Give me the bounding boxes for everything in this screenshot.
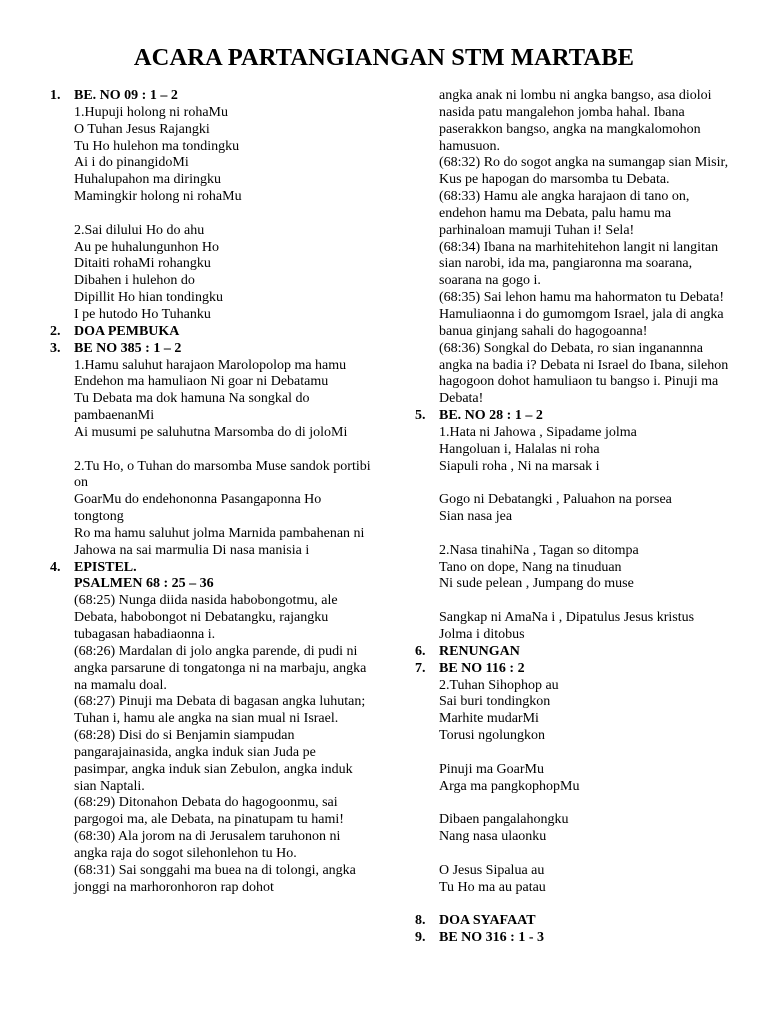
item-heading: BE NO 385 : 1 – 2 (74, 340, 182, 356)
verse-line: Ro ma hamu saluhut jolma Marnida pambahenan ni (74, 525, 365, 541)
scripture-paragraph: (68:33) Hamu ale angka harajaon di tano on, endehon hamu ma Debata, palu hamu ma parhinaloan mamuji Tuhan i! Sela! (439, 189, 690, 238)
scripture-paragraph: (68:32) Ro do sogot angka na sumangap sian Misir, Kus pe hapogan do marsomba tu Debata. (439, 155, 729, 188)
item-heading: RENUNGAN (439, 643, 520, 659)
verse-line: Tu Ho ma au patau (439, 879, 546, 895)
spacer (439, 475, 735, 492)
scripture-reference: PSALMEN 68 : 25 – 36 (74, 576, 214, 592)
item-number: 4. (50, 559, 61, 575)
scripture-paragraph: (68:29) Ditonahon Debata do hagogoonmu, sai pargogoi ma, ale Debata, na pinatupam tu hami! (74, 795, 344, 828)
spacer (74, 442, 372, 459)
verse-line: Nang nasa ulaonku (439, 829, 547, 845)
verse-line: 1.Hamu saluhut harajaon Marolopolop ma hamu (74, 357, 347, 373)
verse-line: Tu Ho hulehon ma tondingku (74, 138, 240, 154)
verse-line: Torusi ngolungkon (439, 728, 545, 744)
spacer (439, 897, 735, 914)
item-number: 2. (50, 323, 61, 339)
verse-line: Jahowa na sai marmulia Di nasa manisia i (74, 542, 310, 558)
agenda-item-1 (50, 88, 372, 324)
verse-line: 2.Nasa tinahiNa , Tagan so ditompa (439, 542, 639, 558)
spacer (439, 745, 735, 762)
verse-line: Ni sude pelean , Jumpang do muse (439, 576, 634, 592)
agenda-item-5 (415, 408, 735, 644)
agenda-item-2 (50, 324, 372, 341)
verse-line: Dipillit Ho hian tondingku (74, 290, 223, 306)
verse-line: Marhite mudarMi (439, 711, 539, 727)
verse-line: Siapuli roha , Ni na marsak i (439, 458, 600, 474)
agenda-item-9 (415, 930, 735, 947)
verse-line: Dibaen pangalahongku (439, 812, 569, 828)
agenda-item-8 (415, 913, 735, 930)
verse-line: Gogo ni Debatangki , Paluahon na porsea (439, 492, 672, 508)
item-number: 5. (415, 408, 426, 424)
verse-line: I pe hutodo Ho Tuhanku (74, 306, 211, 322)
scripture-paragraph: (68:27) Pinuji ma Debata di bagasan angka luhutan; Tuhan i, hamu ale angka na sian mual ni Israel. (74, 694, 366, 727)
verse-line: Endehon ma hamuliaon Ni goar ni Debatamu (74, 374, 329, 390)
item-number: 8. (415, 913, 426, 929)
item-heading: EPISTEL. (74, 559, 137, 575)
spacer (439, 526, 735, 543)
verse-line: Mamingkir holong ni rohaMu (74, 189, 242, 205)
verse-line: 2.Sai dilului Ho do ahu (74, 222, 205, 238)
item-heading: BE NO 316 : 1 - 3 (439, 930, 544, 946)
item-number: 7. (415, 660, 426, 676)
verse-line: 2.Tuhan Sihophop au (439, 677, 559, 693)
scripture-paragraph: (68:28) Disi do si Benjamin siampudan pangarajainasida, angka induk sian Juda pe pasimpar, angka induk sian Zebulon, angka induk sian Naptali. (74, 728, 353, 794)
verse-line: Tu Debata ma dok hamuna Na songkal do pambaenanMi (74, 391, 310, 424)
verse-line: Tano on dope, Nang na tinuduan (439, 559, 622, 575)
left-column (50, 88, 372, 897)
verse-line: Sai buri tondingkon (439, 694, 551, 710)
item-heading: DOA PEMBUKA (74, 323, 180, 339)
spacer (439, 795, 735, 812)
agenda-item-6 (415, 644, 735, 661)
spacer (74, 206, 372, 223)
verse-line: Jolma i ditobus (439, 627, 525, 642)
scripture-paragraph: (68:31) Sai songgahi ma buea na di tolongi, angka jonggi na marhoronhoron rap dohot (74, 862, 356, 895)
verse-line: Huhalupahon ma diringku (74, 172, 221, 188)
verse-line: Ditaiti rohaMi rohangku (74, 256, 211, 272)
item-number: 9. (415, 930, 426, 946)
item-heading: BE. NO 09 : 1 – 2 (74, 88, 178, 103)
verse-line: Ai musumi pe saluhutna Marsomba do di joloMi (74, 424, 348, 440)
page-title: ACARA PARTANGIANGAN STM MARTABE (133, 44, 635, 71)
verse-line: Hangoluan i, Halalas ni roha (439, 441, 600, 457)
verse-line: Pinuji ma GoarMu (439, 761, 544, 777)
scripture-paragraph: (68:26) Mardalan di jolo angka parende, di pudi ni angka parsarune di tongatonga ni na marbaju, angka na mamalu doal. (74, 643, 367, 693)
scripture-paragraph: (68:34) Ibana na marhitehitehon langit ni langitan sian narobi, ida ma, pangiaronna ma soarana, soarana na gogo i. (439, 239, 719, 289)
scripture-paragraph: (68:36) Songkal do Debata, ro sian inganannna angka na badia i? Debata ni Israel do Ibana, silehon hagogoon dohot hamuliaon tu bangso i. Pinuji ma Debata! (439, 340, 729, 407)
agenda-item-7 (415, 661, 735, 914)
agenda-item-4 (50, 560, 372, 594)
right-column (415, 88, 735, 947)
verse-line: Sangkap ni AmaNa i , Dipatulus Jesus kristus (439, 610, 695, 626)
scripture-paragraph: angka anak ni lombu ni angka bangso, asa dioloi nasida patu mangalehon jomba hahal. Ibana paserakkon bangso, angka na mangkalomohon hamusuon. (439, 88, 712, 154)
verse-line: Dibahen i hulehon do (74, 273, 195, 289)
spacer (439, 846, 735, 863)
verse-line: 1.Hupuji holong ni rohaMu (74, 104, 228, 120)
verse-line: O Tuhan Jesus Rajangki (74, 121, 210, 137)
verse-line: Au pe huhalungunhon Ho (74, 239, 220, 255)
verse-line: Ai i do pinangidoMi (74, 155, 189, 171)
scripture-paragraph: (68:30) Ala jorom na di Jerusalem taruhonon ni angka raja do sogot silehonlehon tu Ho. (74, 829, 341, 861)
spacer (439, 593, 735, 610)
verse-line: 1.Hata ni Jahowa , Sipadame jolma (439, 424, 637, 440)
verse-line: 2.Tu Ho, o Tuhan do marsomba Muse sandok portibi on (74, 458, 371, 491)
item-number: 3. (50, 340, 61, 356)
item-number: 1. (50, 88, 61, 103)
verse-line: GoarMu do endehononna Pasangaponna Ho tongtong (74, 492, 322, 525)
verse-line: Sian nasa jea (439, 509, 513, 525)
item-heading: BE. NO 28 : 1 – 2 (439, 408, 543, 424)
item-number: 6. (415, 643, 426, 659)
item-heading: BE NO 116 : 2 (439, 660, 525, 676)
verse-line: Arga ma pangkophopMu (439, 778, 580, 794)
agenda-item-3 (50, 341, 372, 560)
scripture-paragraph: (68:35) Sai lehon hamu ma hahormaton tu Debata! Hamuliaonna i do gumomgom Israel, jala di angka banua ginjang sahali do hagogoanna! (439, 290, 724, 339)
scripture-paragraph: (68:25) Nunga diida nasida habobongotmu, ale Debata, habobongot ni Debatangku, rajangku tubagasan habadiaonna i. (74, 593, 338, 642)
verse-line: O Jesus Sipalua au (439, 862, 545, 878)
item-heading: DOA SYAFAAT (439, 913, 536, 929)
